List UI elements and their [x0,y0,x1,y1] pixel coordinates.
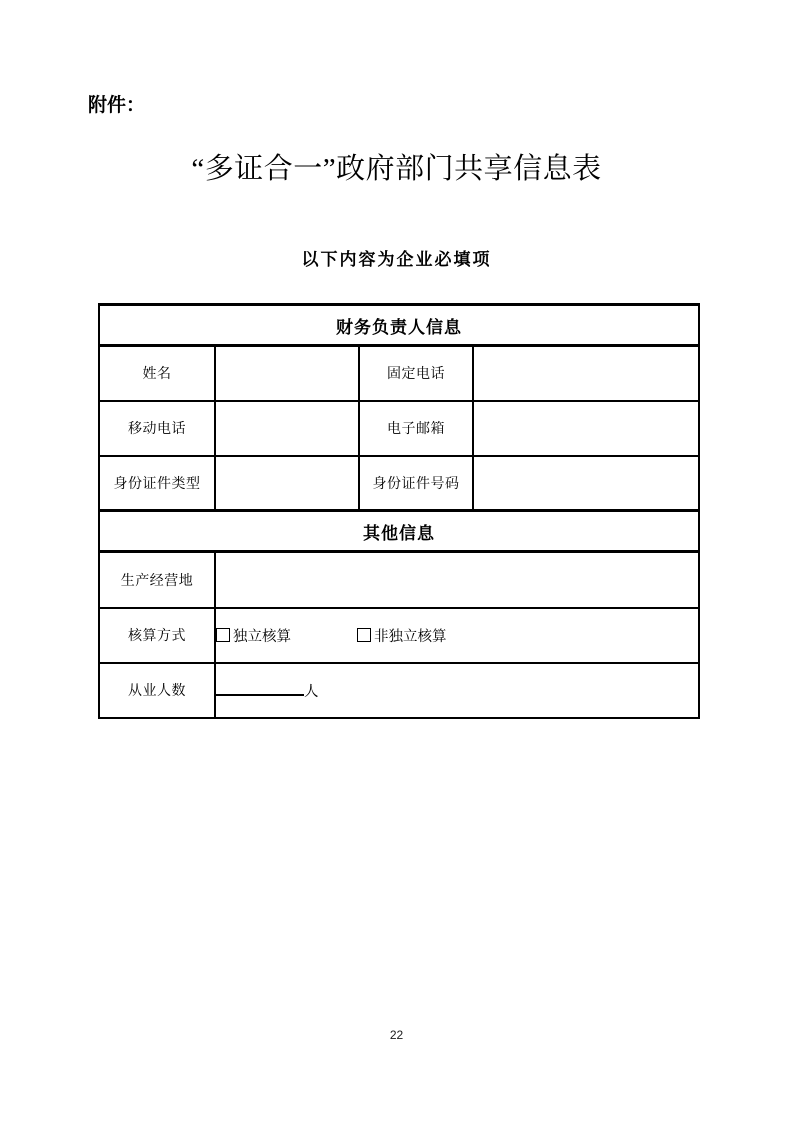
section-header-row-financial [99,305,699,346]
checkbox-label: 独立核算 [233,628,291,645]
field-label-id-number: 身份证件号码 [359,456,473,511]
attachment-label: 附件： [88,95,146,116]
checkbox-option-non-independent-accounting [357,629,447,645]
page-title: “多证合一”政府部门共享信息表 [191,153,602,185]
checkbox-icon [216,628,230,642]
page-number: 22 [389,1028,404,1042]
section-header-financial-contact: 财务负责人信息 [99,305,699,346]
table-row [99,456,699,511]
table-row [99,346,699,401]
field-value-fixed-phone [473,346,699,401]
field-label-fixed-phone: 固定电话 [359,346,473,401]
field-value-business-location [215,552,699,608]
field-label-accounting-method: 核算方式 [99,608,215,663]
field-value-employee-count [215,663,699,718]
field-value-name [215,346,359,401]
page-subtitle: 以下内容为企业必填项 [301,250,492,269]
section-header-row-other [99,511,699,552]
table-row [99,608,699,663]
field-label-email: 电子邮箱 [359,401,473,456]
checkbox-option-independent-accounting [216,629,291,645]
field-label-name: 姓名 [99,346,215,401]
checkbox-label: 非独立核算 [374,628,447,645]
field-label-mobile-phone: 移动电话 [99,401,215,456]
field-label-business-location: 生产经营地 [99,552,215,608]
table-row [99,401,699,456]
unit-label: 人 [304,683,319,700]
section-header-other-info: 其他信息 [99,511,699,552]
field-value-email [473,401,699,456]
field-value-accounting-method [215,608,699,663]
shared-info-table [98,303,700,719]
blank-underline [216,680,304,696]
field-label-employee-count: 从业人数 [99,663,215,718]
table-row [99,552,699,608]
field-value-id-number [473,456,699,511]
field-value-mobile-phone [215,401,359,456]
checkbox-icon [357,628,371,642]
table-row [99,663,699,718]
field-label-id-type: 身份证件类型 [99,456,215,511]
field-value-id-type [215,456,359,511]
